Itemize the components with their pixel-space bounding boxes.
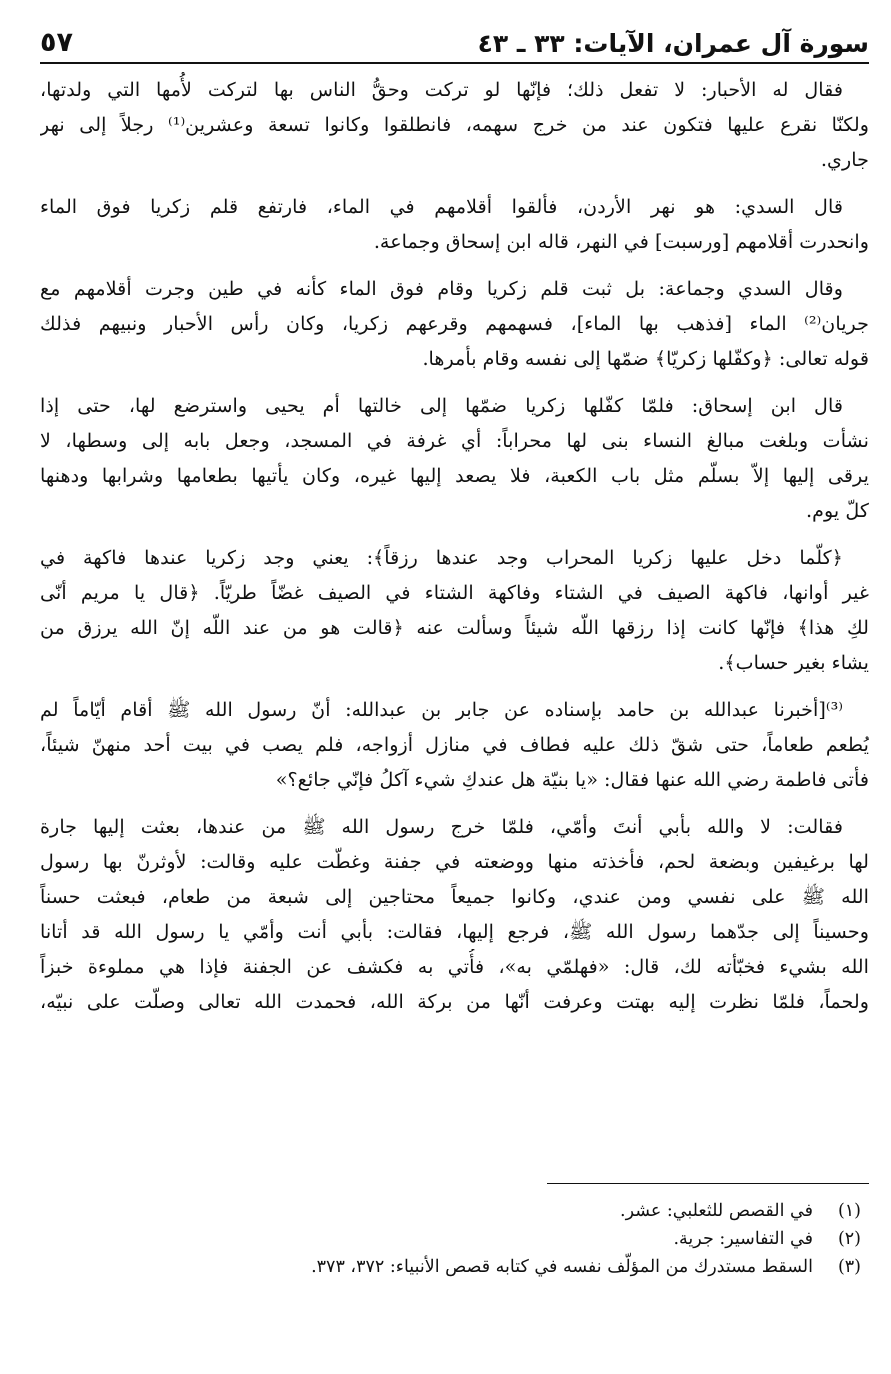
text-line: يرقى إليها إلاّ بسلّم مثل باب الكعبة، فلا يصعد إليها غيره، وكان يأتيها بطعامها وشرابها ودهنها — [40, 464, 869, 487]
paragraph-ahbar — [40, 72, 869, 177]
footnote-number: (١) — [837, 1201, 861, 1221]
paragraph-jabir-hadith — [40, 692, 869, 797]
paragraph-suddi — [40, 189, 869, 259]
page-number: ٥٧ — [40, 27, 73, 58]
text-line: قوله تعالى: ﴿وكفّلها زكريّا﴾ ضمّها إلى نفسه وقام بأمرها. — [422, 347, 869, 370]
page-header — [40, 14, 869, 64]
text-line: جاري. — [820, 148, 869, 171]
text-line: الله ﷺ على نفسي ومن عندي، وكانوا جميعاً محتاجين إلى شبعة من طعام، فبعثت حسناً — [40, 885, 869, 908]
text-line: ولحماً، فلمّا نظرت إليه بهتت وعرفت أنّها من بركة الله، فحمدت الله تعالى وصلّت على نبيّه، — [40, 990, 869, 1013]
paragraph-suddi-jamaa — [40, 271, 869, 376]
text-line: ولكنّا نقرع عليها فتكون عند من خرج سهمه، فانطلقوا وكانوا تسعة وعشرين⁽¹⁾ رجلاً إلى نهر — [40, 113, 869, 136]
footnote-text: في التفاسير: جرية. — [673, 1229, 813, 1249]
footnote-item — [40, 1197, 869, 1225]
text-line: يشاء بغير حساب﴾. — [718, 651, 869, 674]
text-line: فأتى فاطمة رضي الله عنها فقال: «يا بنيّة هل عندكِ شيء آكلُ فإنّي جائع؟» — [275, 768, 869, 791]
text-line: لها برغيفين وبضعة لحم، فأخذته منها ووضعته في جفنة وغطّت عليه وقالت: لأوثرنّ بها رسول — [40, 850, 869, 873]
text-line: الله بشيء فخبّأته لك، قال: «فهلمّي به»، فأُتي به فكشف عن الجفنة فإذا هي مملوءة خبزاً — [40, 955, 869, 978]
text-line: فقال له الأحبار: لا تفعل ذلك؛ فإنّها لو تركت وحقُّ الناس بها لتركت لأُمها التي ولدتها، — [40, 78, 843, 101]
text-line: قال ابن إسحاق: فلمّا كفّلها زكريا ضمّها إلى خالتها أم يحيى واسترضع لها، حتى إذا — [40, 394, 843, 417]
text-line: ﴿كلّما دخل عليها زكريا المحراب وجد عندها رزقاً﴾: يعني وجد زكريا عندها فاكهة في — [40, 546, 843, 569]
text-line: كلّ يوم. — [806, 499, 869, 522]
text-line: يُطعم طعاماً، حتى شقّ ذلك عليه فطاف في منازل أزواجه، فلم يصب في بيت أحد منهنّ شيئاً، — [40, 733, 869, 756]
paragraph-verse-mihrab — [40, 540, 869, 680]
paragraph-ibn-ishaq — [40, 388, 869, 528]
text-line: ⁽³⁾[أخبرنا عبدالله بن حامد بإسناده عن جابر بن عبدالله: أنّ رسول الله ﷺ أقام أيّاماً لم — [40, 698, 843, 721]
footnote-number: (٣) — [837, 1257, 861, 1277]
text-line: وانحدرت أقلامهم [ورسبت] في النهر، قاله ابن إسحاق وجماعة. — [373, 230, 869, 253]
footnote-item — [40, 1225, 869, 1253]
text-line: وحسيناً إلى جدّهما رسول الله ﷺ، فرجع إليها، فقالت: بأبي أنت وأمّي يا رسول الله قد أتانا — [40, 920, 869, 943]
footnote-divider — [547, 1183, 869, 1184]
text-line: قال السدي: هو نهر الأردن، فألقوا أقلامهم في الماء، فارتفع قلم زكريا فوق الماء — [40, 195, 843, 218]
footnotes — [40, 1197, 869, 1281]
footnote-item — [40, 1253, 869, 1281]
text-line: جريان⁽²⁾ الماء [فذهب بها الماء]، فسهمهم وقرعهم زكريا، وكان رأس الأحبار ونبيهم فذلك — [40, 312, 869, 335]
surah-heading: سورة آل عمران، الآيات: ٣٣ ـ ٤٣ — [477, 29, 869, 58]
paragraph-fatima — [40, 809, 869, 1019]
text-line: فقالت: لا والله بأبي أنتَ وأمّي، فلمّا خرج رسول الله ﷺ من عندها، بعثت إليها جارة — [40, 815, 843, 838]
footnote-number: (٢) — [837, 1229, 861, 1249]
footnote-text: السقط مستدرك من المؤلّف نفسه في كتابه قصص الأنبياء: ٣٧٢، ٣٧٣. — [311, 1257, 813, 1277]
text-line: غير أوانها، فاكهة الصيف في الشتاء وفاكهة الشتاء في الصيف غضّاً طريّاً. ﴿قال يا مريم أنّى — [40, 581, 869, 604]
main-text — [40, 72, 869, 1031]
text-line: لكِ هذا﴾ فإنّها كانت إذا رزقها اللّه شيئاً وسألت عنه ﴿قالت هو من عند اللّه إنّ الله يرزق من — [40, 616, 869, 639]
text-line: وقال السدي وجماعة: بل ثبت قلم زكريا وقام فوق الماء كأنه في طين وجرت أقلامهم مع — [40, 277, 843, 300]
text-line: نشأت وبلغت مبالغ النساء بنى لها محراباً: أي غرفة في المسجد، وجعل بابه إلى وسطها، لا — [40, 429, 869, 452]
footnote-text: في القصص للثعلبي: عشر. — [620, 1201, 813, 1221]
